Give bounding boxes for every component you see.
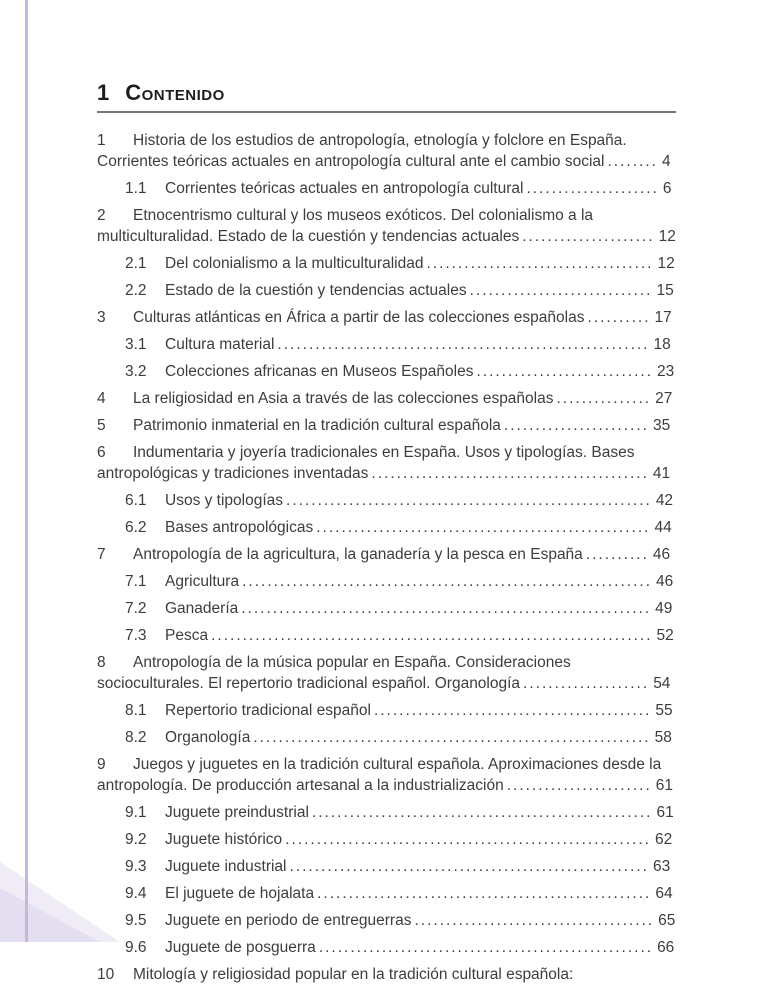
toc-entry-number: 4 xyxy=(97,390,106,407)
toc-entry-title: Juguete industrial xyxy=(165,858,287,875)
toc-entry-page: 52 xyxy=(656,627,674,644)
toc-entry-number: 2 xyxy=(97,207,106,224)
toc-entry-page: 35 xyxy=(652,417,671,434)
toc-entry-page: 17 xyxy=(654,309,672,326)
toc-entry[interactable] xyxy=(97,937,676,958)
dot-leader: ............................................ xyxy=(373,702,652,719)
toc-entry-page: 62 xyxy=(654,831,673,848)
toc-entry-title: Juguete en periodo de entreguerras xyxy=(165,912,412,929)
toc-entry[interactable] xyxy=(97,205,676,247)
toc-entry-title: Mitología y religiosidad popular en la tradición cultural española: xyxy=(133,966,574,983)
toc-entry-title: Ganadería xyxy=(165,600,239,617)
toc-entry[interactable] xyxy=(97,700,676,721)
dot-leader: ............................................................... xyxy=(253,729,651,746)
toc-entry-page: 61 xyxy=(655,777,674,794)
toc-entry-title: Organología xyxy=(165,729,251,746)
toc-entry[interactable] xyxy=(97,388,676,409)
toc-entry-page: 44 xyxy=(654,519,672,536)
left-accent-line xyxy=(25,0,28,942)
toc-entry[interactable] xyxy=(97,598,676,619)
dot-leader: .......... xyxy=(587,309,651,326)
toc-entry[interactable] xyxy=(97,856,676,877)
toc-entry-number: 1 xyxy=(97,132,106,149)
toc-entry-number: 3.2 xyxy=(125,363,147,380)
toc-entry-page: 55 xyxy=(655,702,673,719)
toc-entry-number: 9.3 xyxy=(125,858,147,875)
toc-entry-title: La religiosidad en Asia a través de las colecciones españolas xyxy=(133,390,554,407)
toc-entry-title: Patrimonio inmaterial en la tradición cultural española xyxy=(133,417,501,434)
toc-entry-number: 6 xyxy=(97,444,106,461)
toc-entry[interactable] xyxy=(97,964,676,985)
toc-entry-page: 6 xyxy=(662,180,672,197)
toc-entry-number: 9.4 xyxy=(125,885,147,902)
toc-entry-number: 1.1 xyxy=(125,180,147,197)
dot-leader: ....................... xyxy=(506,777,652,794)
dot-leader: .......................................................... xyxy=(285,831,651,848)
toc-entry[interactable] xyxy=(97,334,676,355)
heading-number: 1 xyxy=(97,80,110,105)
toc-entry-title: Bases antropológicas xyxy=(165,519,314,536)
dot-leader: ....................... xyxy=(503,417,649,434)
dot-leader: ......................................................... xyxy=(289,858,649,875)
heading-rule xyxy=(97,111,676,113)
toc-entry[interactable] xyxy=(97,280,676,301)
toc-entry-page: 12 xyxy=(658,228,676,245)
toc-entry-number: 9.6 xyxy=(125,939,147,956)
toc-entry-number: 8 xyxy=(97,654,106,671)
toc-entry[interactable] xyxy=(97,178,676,199)
dot-leader: .......................................................... xyxy=(286,492,652,509)
toc-entry-title: Corrientes teóricas actuales en antropología cultural xyxy=(165,180,524,197)
toc-entry[interactable] xyxy=(97,517,676,538)
toc-entry-page: 64 xyxy=(655,885,673,902)
toc-entry-number: 5 xyxy=(97,417,106,434)
toc-entry[interactable] xyxy=(97,307,676,328)
toc-entry-title: Agricultura xyxy=(165,573,240,590)
toc-entry-title: Usos y tipologías xyxy=(165,492,284,509)
toc-entry-number: 9 xyxy=(97,756,106,773)
dot-leader: ..................... xyxy=(526,180,659,197)
toc-entry-title: Indumentaria y joyería tradicionales en España. Usos y tipologías. Bases antropológicas y tradiciones inventadas xyxy=(97,444,635,482)
toc-entry-title: Del colonialismo a la multiculturalidad xyxy=(165,255,424,272)
toc-entry-number: 7.3 xyxy=(125,627,147,644)
toc-entry[interactable] xyxy=(97,130,676,172)
toc-entry-page: 46 xyxy=(652,546,671,563)
toc-entry-title: Repertorio tradicional español xyxy=(165,702,371,719)
dot-leader: ............................ xyxy=(476,363,654,380)
toc-entry-page: 12 xyxy=(657,255,675,272)
toc-entry-title: Juguete de posguerra xyxy=(165,939,316,956)
toc-entry-number: 10 xyxy=(97,966,115,983)
toc-entry-number: 6.2 xyxy=(125,519,147,536)
toc-entry-title: Colecciones africanas en Museos Españoles xyxy=(165,363,474,380)
toc-entry[interactable] xyxy=(97,829,676,850)
dot-leader: .................... xyxy=(523,675,650,692)
toc-entry-page: 61 xyxy=(656,804,674,821)
toc-entry-title: Juegos y juguetes en la tradición cultural española. Aproximaciones desde la antropología. De producción artesanal a la industrialización xyxy=(97,756,662,794)
dot-leader: ........................................................... xyxy=(277,336,650,353)
dot-leader: .......... xyxy=(585,546,649,563)
toc-entry-title: Cultura material xyxy=(165,336,275,353)
toc-entry[interactable] xyxy=(97,883,676,904)
dot-leader: ............................................ xyxy=(371,465,649,482)
toc-entry-page: 49 xyxy=(655,600,673,617)
toc-entry-number: 9.1 xyxy=(125,804,147,821)
toc-entry-title: Juguete histórico xyxy=(165,831,283,848)
toc-entry-page: 41 xyxy=(652,465,671,482)
toc-entry-page: 23 xyxy=(657,363,675,380)
toc-entry-number: 9.5 xyxy=(125,912,147,929)
toc-entry-title: Antropología de la agricultura, la ganadería y la pesca en España xyxy=(133,546,583,563)
toc-entry[interactable] xyxy=(97,415,676,436)
toc-entry-number: 7.1 xyxy=(125,573,147,590)
toc-entry-number: 7.2 xyxy=(125,600,147,617)
dot-leader: ................................................................. xyxy=(242,573,653,590)
toc-entry-title: Antropología de la música popular en España. Consideraciones socioculturales. El repertorio tradicional español. Organología xyxy=(97,654,571,692)
toc-entry-number: 8.2 xyxy=(125,729,147,746)
toc-entry-title: Juguete preindustrial xyxy=(165,804,309,821)
toc-entry[interactable] xyxy=(97,802,676,823)
dot-leader: ...................................................................... xyxy=(211,627,653,644)
page-title xyxy=(97,78,676,108)
toc-entry[interactable] xyxy=(97,754,676,796)
toc-entry-number: 2.1 xyxy=(125,255,147,272)
toc-entry-page: 66 xyxy=(657,939,675,956)
dot-leader: ...................................... xyxy=(414,912,655,929)
toc-list xyxy=(97,130,676,985)
toc-entry[interactable] xyxy=(97,544,676,565)
toc-entry-number: 3.1 xyxy=(125,336,147,353)
toc-entry[interactable] xyxy=(97,910,676,931)
toc-entry[interactable] xyxy=(97,652,676,694)
toc-entry[interactable] xyxy=(97,361,676,382)
dot-leader: ..................... xyxy=(522,228,655,245)
toc-entry-page: 63 xyxy=(652,858,671,875)
toc-entry-page: 42 xyxy=(655,492,674,509)
toc-entry-page: 15 xyxy=(656,282,674,299)
toc-entry-number: 8.1 xyxy=(125,702,147,719)
toc-entry-page: 4 xyxy=(661,153,671,170)
toc-entry-page: 27 xyxy=(655,390,673,407)
dot-leader: ...................................................... xyxy=(311,804,653,821)
toc-entry-page: 54 xyxy=(653,675,671,692)
toc-entry-number: 2.2 xyxy=(125,282,147,299)
toc-entry-title: Pesca xyxy=(165,627,209,644)
dot-leader: ........ xyxy=(607,153,658,170)
toc-entry-number: 3 xyxy=(97,309,106,326)
dot-leader: ..................................................... xyxy=(317,885,652,902)
toc-entry-page: 18 xyxy=(653,336,671,353)
heading-title: Contenido xyxy=(125,80,225,105)
toc-entry[interactable] xyxy=(97,571,676,592)
toc-entry[interactable] xyxy=(97,442,676,484)
toc-entry-page: 65 xyxy=(658,912,676,929)
toc-entry[interactable] xyxy=(97,490,676,511)
toc-entry-number: 7 xyxy=(97,546,106,563)
toc-entry-title: Estado de la cuestión y tendencias actuales xyxy=(165,282,467,299)
dot-leader: .................................... xyxy=(426,255,654,272)
dot-leader: ................................................................. xyxy=(241,600,652,617)
dot-leader: ............... xyxy=(556,390,652,407)
toc-entry-title: Culturas atlánticas en África a partir de las colecciones españolas xyxy=(133,309,585,326)
toc-entry-page: 46 xyxy=(656,573,674,590)
toc-entry-title: Historia de los estudios de antropología, etnología y folclore en España. Corrientes teóricas actuales en antropología cultural ante el cambio social xyxy=(97,132,627,170)
toc-content xyxy=(97,78,676,991)
toc-entry-page: 58 xyxy=(654,729,672,746)
dot-leader: ............................. xyxy=(469,282,653,299)
toc-entry-title: Etnocentrismo cultural y los museos exóticos. Del colonialismo a la multiculturalidad. Estado de la cuestión y tendencias actuales xyxy=(97,207,594,245)
toc-entry[interactable] xyxy=(97,727,676,748)
dot-leader: ..................................................... xyxy=(316,519,651,536)
toc-entry[interactable] xyxy=(97,625,676,646)
toc-entry-number: 6.1 xyxy=(125,492,147,509)
toc-entry-title: El juguete de hojalata xyxy=(165,885,315,902)
toc-entry-number: 9.2 xyxy=(125,831,147,848)
toc-entry[interactable] xyxy=(97,253,676,274)
dot-leader: ..................................................... xyxy=(318,939,654,956)
